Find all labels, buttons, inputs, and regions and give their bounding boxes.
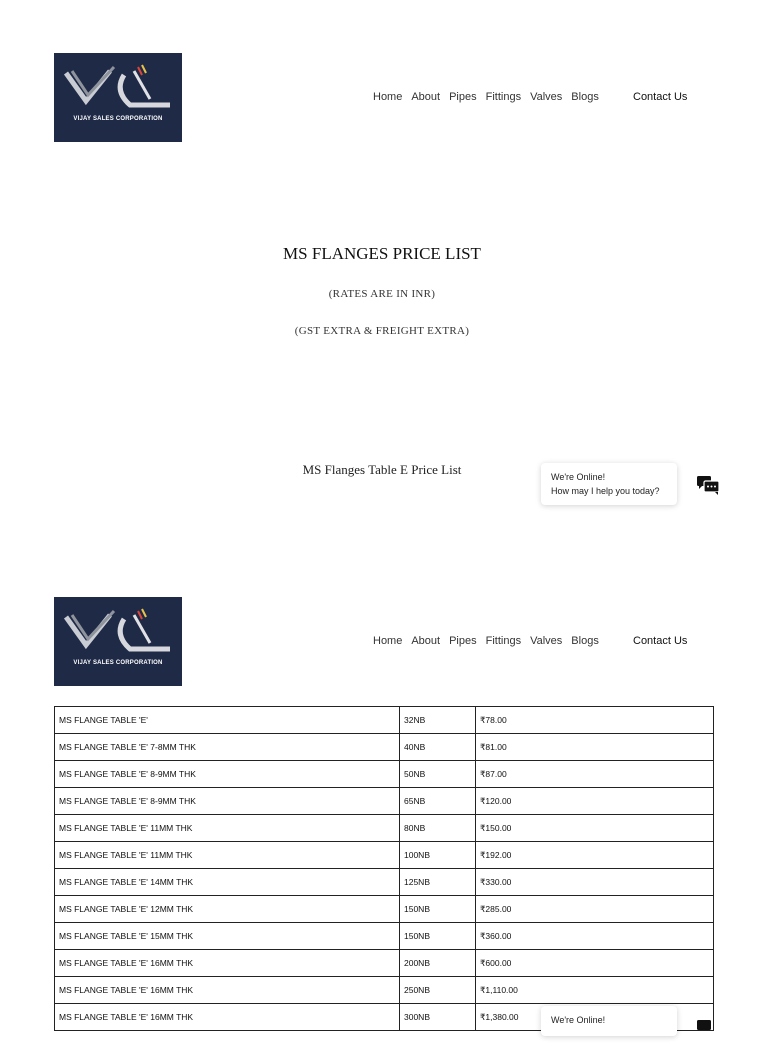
price-cell: ₹285.00 — [476, 896, 714, 923]
chat-bubble[interactable] — [541, 1006, 677, 1036]
table-row — [55, 842, 714, 869]
price-cell: ₹81.00 — [476, 734, 714, 761]
product-cell: MS FLANGE TABLE 'E' 16MM THK — [55, 950, 400, 977]
nav-home[interactable]: Home — [373, 91, 403, 103]
price-cell: ₹360.00 — [476, 923, 714, 950]
price-cell: ₹120.00 — [476, 788, 714, 815]
product-cell: MS FLANGE TABLE 'E' 16MM THK — [55, 1004, 400, 1031]
nav-blogs[interactable]: Blogs — [571, 635, 599, 647]
nav-pipes[interactable]: Pipes — [449, 635, 477, 647]
size-cell: 100NB — [400, 842, 476, 869]
table-row — [55, 869, 714, 896]
nav-valves[interactable]: Valves — [530, 635, 563, 647]
nav-pipes[interactable]: Pipes — [449, 91, 477, 103]
price-cell: ₹1,110.00 — [476, 977, 714, 1004]
product-cell: MS FLANGE TABLE 'E' 11MM THK — [55, 815, 400, 842]
product-cell: MS FLANGE TABLE 'E' 15MM THK — [55, 923, 400, 950]
logo-mark-icon — [54, 597, 182, 686]
nav-blogs[interactable]: Blogs — [571, 91, 599, 103]
size-cell: 50NB — [400, 761, 476, 788]
table-row — [55, 815, 714, 842]
product-cell: MS FLANGE TABLE 'E' — [55, 707, 400, 734]
chat-line-help: How may I help you today? — [551, 486, 660, 496]
price-cell: ₹600.00 — [476, 950, 714, 977]
nav-fittings[interactable]: Fittings — [485, 635, 522, 647]
table-row — [55, 950, 714, 977]
price-cell: ₹150.00 — [476, 815, 714, 842]
size-cell: 65NB — [400, 788, 476, 815]
size-cell: 40NB — [400, 734, 476, 761]
chat-icon[interactable] — [697, 1019, 721, 1039]
size-cell: 250NB — [400, 977, 476, 1004]
table-row — [55, 734, 714, 761]
product-cell: MS FLANGE TABLE 'E' 14MM THK — [55, 869, 400, 896]
product-cell: MS FLANGE TABLE 'E' 11MM THK — [55, 842, 400, 869]
logo-text: VIJAY SALES CORPORATION — [73, 116, 163, 122]
price-cell: ₹1,380.00 — [476, 1004, 714, 1031]
table-row — [55, 896, 714, 923]
main-nav — [373, 91, 599, 103]
price-cell: ₹192.00 — [476, 842, 714, 869]
size-cell: 80NB — [400, 815, 476, 842]
logo-sticky[interactable] — [54, 597, 182, 686]
table-row — [55, 788, 714, 815]
contact-us-link[interactable]: Contact Us — [633, 91, 688, 103]
nav-fittings[interactable]: Fittings — [485, 91, 522, 103]
nav-about[interactable]: About — [411, 91, 441, 103]
main-nav-sticky — [373, 635, 599, 647]
nav-valves[interactable]: Valves — [530, 91, 563, 103]
chat-icon[interactable] — [697, 475, 721, 495]
size-cell: 125NB — [400, 869, 476, 896]
product-cell: MS FLANGE TABLE 'E' 7-8MM THK — [55, 734, 400, 761]
logo-mark-icon — [54, 53, 182, 142]
size-cell: 300NB — [400, 1004, 476, 1031]
nav-about[interactable]: About — [411, 635, 441, 647]
contact-us-link[interactable]: Contact Us — [633, 635, 688, 647]
product-cell: MS FLANGE TABLE 'E' 16MM THK — [55, 977, 400, 1004]
rates-note: (RATES ARE IN INR) — [328, 288, 436, 300]
table-title: MS Flanges Table E Price List — [302, 462, 462, 477]
nav-home[interactable]: Home — [373, 635, 403, 647]
product-cell: MS FLANGE TABLE 'E' 12MM THK — [55, 896, 400, 923]
price-cell: ₹78.00 — [476, 707, 714, 734]
page-title: MS FLANGES PRICE LIST — [283, 244, 481, 263]
product-cell: MS FLANGE TABLE 'E' 8-9MM THK — [55, 788, 400, 815]
gst-note: (GST EXTRA & FREIGHT EXTRA) — [294, 325, 470, 337]
size-cell: 32NB — [400, 707, 476, 734]
table-row — [55, 977, 714, 1004]
chat-line-online: We're Online! — [551, 472, 606, 482]
price-table — [54, 706, 714, 1031]
table-row — [55, 923, 714, 950]
logo-text: VIJAY SALES CORPORATION — [73, 660, 163, 666]
chat-bubble[interactable] — [541, 463, 677, 505]
table-row — [55, 707, 714, 734]
size-cell: 200NB — [400, 950, 476, 977]
price-cell: ₹330.00 — [476, 869, 714, 896]
price-cell: ₹87.00 — [476, 761, 714, 788]
logo[interactable] — [54, 53, 182, 142]
size-cell: 150NB — [400, 923, 476, 950]
product-cell: MS FLANGE TABLE 'E' 8-9MM THK — [55, 761, 400, 788]
table-row — [55, 761, 714, 788]
chat-line-online: We're Online! — [551, 1015, 606, 1025]
size-cell: 150NB — [400, 896, 476, 923]
